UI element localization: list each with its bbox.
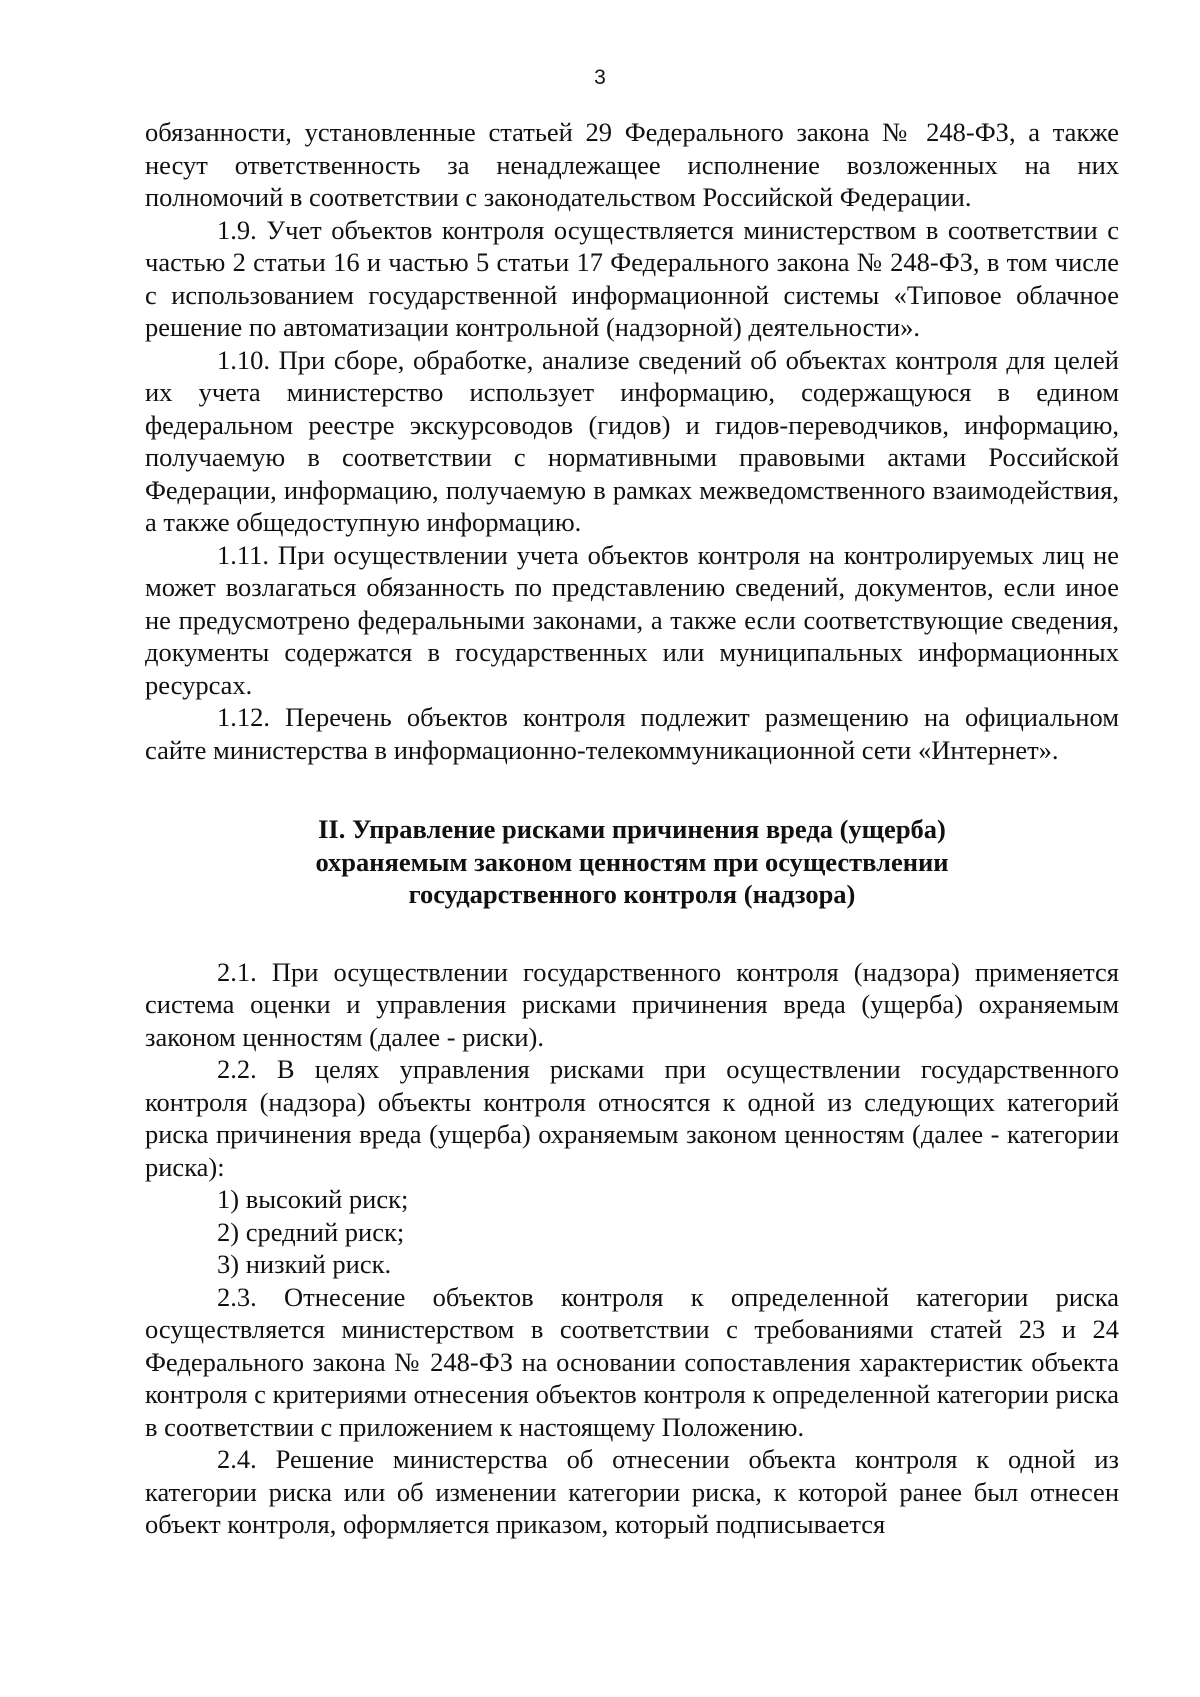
- section-2-heading: [145, 813, 1119, 911]
- paragraph-continuation: обязанности, установленные статьей 29 Федерального закона № 248-ФЗ, а также несут ответственность за ненадлежащее исполнение возложенных на них полномочий в соответствии с законодательством Российской Федерации.: [145, 117, 1119, 212]
- paragraph-1-9: 1.9. Учет объектов контроля осуществляется министерством в соответствии с частью 2 статьи 16 и частью 5 статьи 17 Федерального закона № 248-ФЗ, в том числе с использованием государственной информационной системы «Типовое облачное решение по автоматизации контрольной (надзорной) деятельности».: [145, 214, 1119, 342]
- paragraph-2-1: 2.1. При осуществлении государственного контроля (надзора) применяется система оценки и управления рисками причинения вреда (ущерба) охраняемым законом ценностям (далее - риски).: [145, 956, 1119, 1052]
- heading-line-1: II. Управление рисками причинения вреда (ущерба): [318, 814, 946, 844]
- paragraph-2-3: 2.3. Отнесение объектов контроля к определенной категории риска осуществляется министерством в соответствии с требованиями статей 23 и 24 Федерального закона № 248-ФЗ на основании сопоставления характеристик объекта контроля с критериями отнесения объектов контроля к определенной категории риска в соответствии с приложением к настоящему Положению.: [145, 1281, 1119, 1442]
- heading-line-3: государственного контроля (надзора): [408, 879, 856, 909]
- paragraph-2-4: 2.4. Решение министерства об отнесении объекта контроля к одной из категории риска или об изменении категории риска, к которой ранее был отнесен объект контроля, оформляется приказом, который подписывается: [145, 1444, 1119, 1539]
- list-item-medium-risk: 2) средний риск;: [217, 1216, 405, 1247]
- page-number: 3: [594, 66, 606, 89]
- list-item-low-risk: 3) низкий риск.: [217, 1249, 392, 1279]
- heading-line-2: охраняемым законом ценностям при осуществлении: [315, 846, 949, 877]
- document-body: [145, 116, 1119, 1541]
- paragraph-1-10: 1.10. При сборе, обработке, анализе сведений об объектах контроля для целей их учета министерство использует информацию, содержащуюся в едином федеральном реестре экскурсоводов (гидов) и гидов-переводчиков, информацию, получаемую в соответствии с нормативными правовыми актами Российской Федерации, информацию, получаемую в рамках межведомственного взаимодействия, а также общедоступную информацию.: [145, 344, 1119, 537]
- list-item-high-risk: 1) высокий риск;: [217, 1184, 409, 1214]
- paragraph-1-11: 1.11. При осуществлении учета объектов контроля на контролируемых лиц не может возлагаться обязанность по представлению сведений, документов, если иное не предусмотрено федеральными законами, а также если соответствующие сведения, документы содержатся в государственных или муниципальных информационных ресурсах.: [145, 539, 1119, 700]
- paragraph-1-12: 1.12. Перечень объектов контроля подлежит размещению на официальном сайте министерства в информационно-телекоммуникационной сети «Интернет».: [145, 702, 1119, 765]
- paragraph-2-2: 2.2. В целях управления рисками при осуществлении государственного контроля (надзора) объекты контроля относятся к одной из следующих категорий риска причинения вреда (ущерба) охраняемым законом ценностям (далее - категории риска):: [145, 1054, 1119, 1182]
